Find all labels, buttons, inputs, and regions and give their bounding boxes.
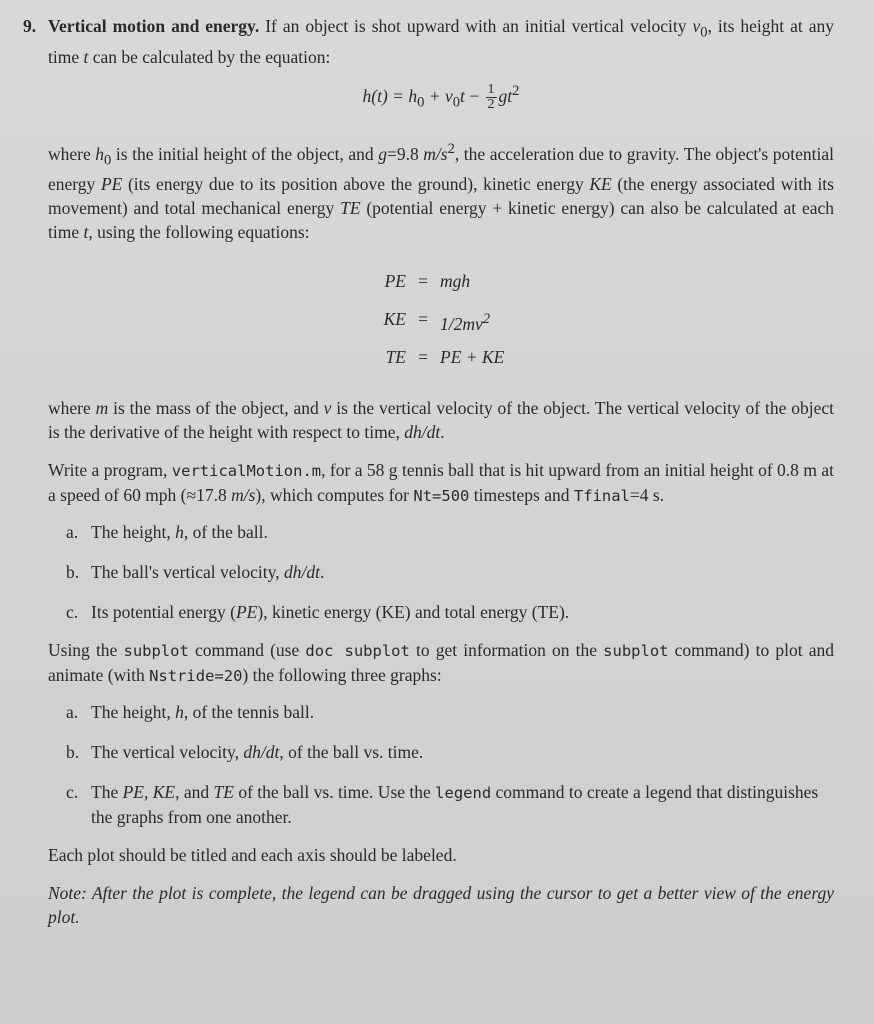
list-item: c. Its potential energy (PE), kinetic energy (KE) and total energy (TE). (66, 601, 570, 622)
titled-paragraph: Each plot should be titled and each axis should be labeled. (48, 844, 457, 865)
mass-paragraph: where m is the mass of the object, and v is the vertical velocity of the object. The vertical velocity of the object is the derivative of the height with respect to time, dh/dt. (48, 397, 834, 442)
list-item: b. The ball's vertical velocity, dh/dt. (66, 561, 325, 582)
problem-title: Vertical motion and energy. (48, 16, 260, 36)
note-paragraph: Note: After the plot is complete, the legend can be dragged using the cursor to get a better view of the energy plot. (48, 882, 834, 927)
height-equation: $h(t) = h_0 + v_0t$ − $\frac{1}{2}$ $gt^2$ (362, 81, 520, 112)
subplot-paragraph: Using the subplot command (use doc subplot to get information on the subplot command) to plot and animate (with Nstride=20) the following three graphs: (48, 639, 834, 685)
program-paragraph: Write a program, verticalMotion.m, for a 58 g tennis ball that is hit upward from an initial height of 0.8 m at a speed of 60 mph (≈17.8 m/s), which computes for Nt=500 timesteps and Tfinal=4 s. (48, 459, 834, 505)
problem-intro: 9. Vertical motion and energy. If an object is shot upward with an initial vertical velocity $v_0$, its height at any time t can be calculated by the equation: (23, 16, 835, 67)
compute-list (66, 520, 834, 624)
energy-paragraph: where $h_0$ is the initial height of the object, and g=9.8 $m/s^2$, the acceleration due to gravity. The object's potential energy PE (its energy due to its position above the ground), kinetic energy KE (the energy associated with its movement) and total mechanical energy TE (potential energy + kinetic energy) can also be calculated at each time t, using the following equations: (48, 140, 834, 242)
problem-number: 9. (23, 16, 37, 36)
energy-equations (366, 262, 834, 376)
list-item: a. The height, h, of the tennis ball. (66, 701, 315, 722)
graph-list (66, 700, 834, 829)
list-item: a. The height, h, of the ball. (66, 521, 268, 542)
equation-pe: PE = mgh (384, 270, 471, 291)
list-item: c. The PE, KE, and TE of the ball vs. time. Use the legend command to create a legend that distinguishes the graphs from one another. (66, 781, 819, 827)
list-item: b. The vertical velocity, dh/dt, of the ball vs. time. (66, 741, 424, 762)
equation-ke: KE = $1/2mv^2$ (383, 308, 491, 334)
equation-te: TE = PE + KE (385, 346, 505, 367)
half-fraction: $\frac{1}{2}$ (487, 81, 495, 112)
